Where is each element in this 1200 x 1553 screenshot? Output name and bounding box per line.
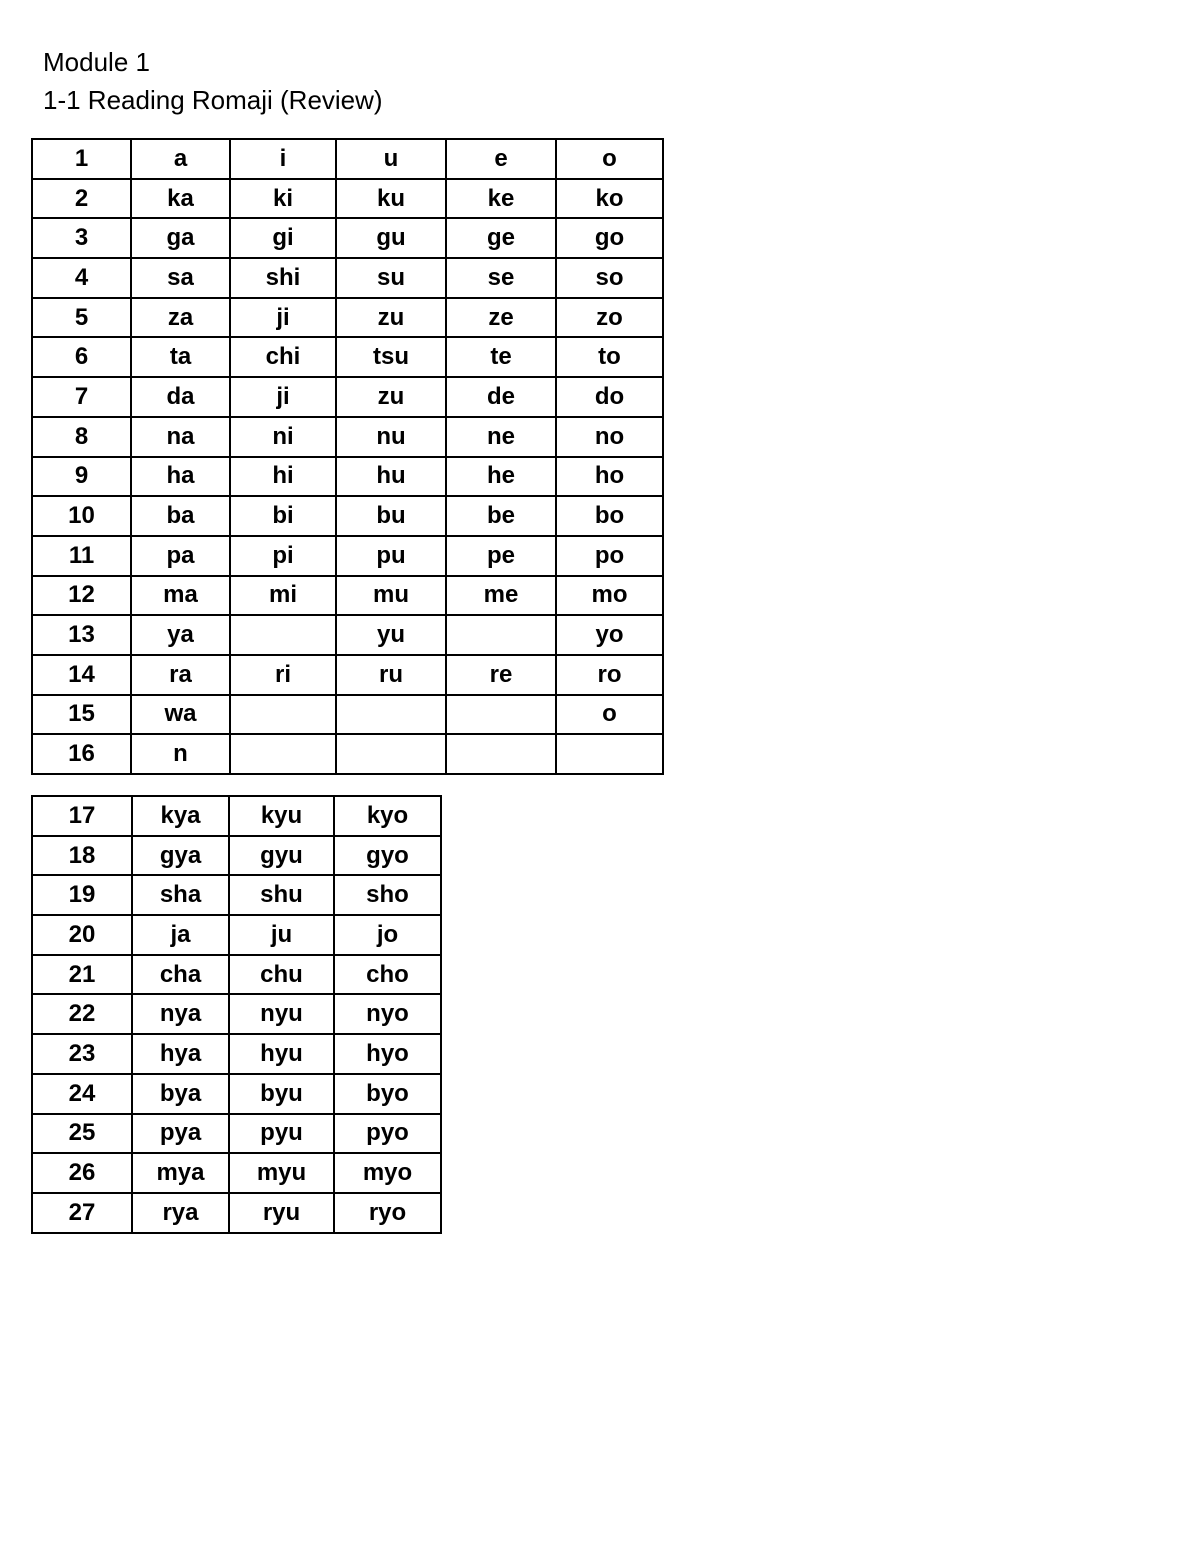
table-cell: na	[131, 417, 230, 457]
table-cell: zu	[336, 298, 446, 338]
table-row	[32, 915, 441, 955]
table-row	[32, 875, 441, 915]
table-cell	[556, 734, 663, 774]
table-cell: ja	[132, 915, 229, 955]
table-cell: mya	[132, 1153, 229, 1193]
table-row	[32, 615, 663, 655]
table-cell: be	[446, 496, 556, 536]
row-number: 22	[32, 994, 132, 1034]
table-cell: ri	[230, 655, 336, 695]
table-cell: hya	[132, 1034, 229, 1074]
table-cell: myo	[334, 1153, 441, 1193]
table-cell: chi	[230, 337, 336, 377]
table-cell: sho	[334, 875, 441, 915]
table-row	[32, 1074, 441, 1114]
table-cell: myu	[229, 1153, 334, 1193]
table-cell: ze	[446, 298, 556, 338]
table-row	[32, 298, 663, 338]
table-cell: ro	[556, 655, 663, 695]
row-number: 17	[32, 796, 132, 836]
section-title: 1-1 Reading Romaji (Review)	[43, 85, 383, 115]
table-cell: da	[131, 377, 230, 417]
row-number: 19	[32, 875, 132, 915]
table-cell: ke	[446, 179, 556, 219]
table-cell: pu	[336, 536, 446, 576]
table-cell: byo	[334, 1074, 441, 1114]
table-row	[32, 536, 663, 576]
table-cell	[230, 734, 336, 774]
table-row	[32, 1114, 441, 1154]
table-cell	[446, 615, 556, 655]
table-cell	[336, 734, 446, 774]
table-cell: wa	[131, 695, 230, 735]
table-cell: ki	[230, 179, 336, 219]
table-cell: zo	[556, 298, 663, 338]
table-cell: to	[556, 337, 663, 377]
table-cell: ba	[131, 496, 230, 536]
table-cell: re	[446, 655, 556, 695]
row-number: 18	[32, 836, 132, 876]
row-number: 24	[32, 1074, 132, 1114]
table-row	[32, 377, 663, 417]
table-cell: ra	[131, 655, 230, 695]
table-cell	[336, 695, 446, 735]
table-cell: yo	[556, 615, 663, 655]
table-cell: ji	[230, 298, 336, 338]
row-number: 25	[32, 1114, 132, 1154]
table-row	[32, 337, 663, 377]
row-number: 16	[32, 734, 131, 774]
table-cell: gyo	[334, 836, 441, 876]
table-cell: tsu	[336, 337, 446, 377]
table-cell	[230, 615, 336, 655]
table-cell: shu	[229, 875, 334, 915]
table-cell: sha	[132, 875, 229, 915]
table-row	[32, 1193, 441, 1233]
table-cell: pi	[230, 536, 336, 576]
table-cell: go	[556, 218, 663, 258]
row-number: 1	[32, 139, 131, 179]
row-number: 21	[32, 955, 132, 995]
table-cell: po	[556, 536, 663, 576]
table-cell: nu	[336, 417, 446, 457]
table-cell: shi	[230, 258, 336, 298]
table-cell: pya	[132, 1114, 229, 1154]
table-cell: gya	[132, 836, 229, 876]
table-cell: pyo	[334, 1114, 441, 1154]
table-cell: hu	[336, 457, 446, 497]
row-number: 12	[32, 576, 131, 616]
table-cell: ma	[131, 576, 230, 616]
table-cell: hyo	[334, 1034, 441, 1074]
table-cell: bi	[230, 496, 336, 536]
row-number: 23	[32, 1034, 132, 1074]
table-cell: u	[336, 139, 446, 179]
table-cell: gu	[336, 218, 446, 258]
row-number: 11	[32, 536, 131, 576]
row-number: 7	[32, 377, 131, 417]
table-row	[32, 655, 663, 695]
table-row	[32, 1153, 441, 1193]
romaji-table-yoon	[31, 795, 442, 1234]
table-cell: kyo	[334, 796, 441, 836]
table-cell: no	[556, 417, 663, 457]
table-cell: bu	[336, 496, 446, 536]
table-cell: ne	[446, 417, 556, 457]
table-row	[32, 496, 663, 536]
table-cell: bya	[132, 1074, 229, 1114]
table-row	[32, 179, 663, 219]
table-cell: ju	[229, 915, 334, 955]
table-cell: ka	[131, 179, 230, 219]
row-number: 20	[32, 915, 132, 955]
table-cell	[446, 695, 556, 735]
table-cell: ha	[131, 457, 230, 497]
table-row	[32, 994, 441, 1034]
table-cell: de	[446, 377, 556, 417]
row-number: 26	[32, 1153, 132, 1193]
table-cell: te	[446, 337, 556, 377]
table-cell: byu	[229, 1074, 334, 1114]
row-number: 13	[32, 615, 131, 655]
table-cell: ku	[336, 179, 446, 219]
table-cell: sa	[131, 258, 230, 298]
table-cell: rya	[132, 1193, 229, 1233]
table-cell: yu	[336, 615, 446, 655]
table-cell	[230, 695, 336, 735]
table-cell: cha	[132, 955, 229, 995]
table-cell: pe	[446, 536, 556, 576]
table-cell: ge	[446, 218, 556, 258]
row-number: 10	[32, 496, 131, 536]
table-cell: mu	[336, 576, 446, 616]
table-cell: ga	[131, 218, 230, 258]
table-cell: o	[556, 139, 663, 179]
table-row	[32, 796, 441, 836]
table-cell: cho	[334, 955, 441, 995]
table-cell: so	[556, 258, 663, 298]
table-row	[32, 139, 663, 179]
table-row	[32, 218, 663, 258]
table-cell: su	[336, 258, 446, 298]
table-cell: n	[131, 734, 230, 774]
row-number: 27	[32, 1193, 132, 1233]
module-title: Module 1	[43, 47, 150, 77]
table-row	[32, 258, 663, 298]
table-cell: nya	[132, 994, 229, 1034]
table-row	[32, 955, 441, 995]
table-cell: ryu	[229, 1193, 334, 1233]
table-row	[32, 695, 663, 735]
row-number: 15	[32, 695, 131, 735]
row-number: 9	[32, 457, 131, 497]
table-cell: o	[556, 695, 663, 735]
row-number: 8	[32, 417, 131, 457]
romaji-table-main	[31, 138, 664, 775]
table-cell: do	[556, 377, 663, 417]
row-number: 4	[32, 258, 131, 298]
table-cell: ru	[336, 655, 446, 695]
table-cell: pyu	[229, 1114, 334, 1154]
table-row	[32, 734, 663, 774]
table-cell: gyu	[229, 836, 334, 876]
table-cell: nyu	[229, 994, 334, 1034]
table-row	[32, 457, 663, 497]
table-cell: a	[131, 139, 230, 179]
table-cell: se	[446, 258, 556, 298]
table-cell: ya	[131, 615, 230, 655]
table-cell: chu	[229, 955, 334, 995]
table-cell: ko	[556, 179, 663, 219]
table-cell: nyo	[334, 994, 441, 1034]
table-row	[32, 836, 441, 876]
table-cell: zu	[336, 377, 446, 417]
table-cell: kyu	[229, 796, 334, 836]
row-number: 2	[32, 179, 131, 219]
table-row	[32, 1034, 441, 1074]
row-number: 6	[32, 337, 131, 377]
table-cell: he	[446, 457, 556, 497]
table-cell: hyu	[229, 1034, 334, 1074]
table-cell: i	[230, 139, 336, 179]
table-cell: kya	[132, 796, 229, 836]
table-cell	[446, 734, 556, 774]
table-cell: ji	[230, 377, 336, 417]
table-cell: e	[446, 139, 556, 179]
table-cell: ryo	[334, 1193, 441, 1233]
table-cell: ho	[556, 457, 663, 497]
table-cell: bo	[556, 496, 663, 536]
table-cell: mi	[230, 576, 336, 616]
table-cell: gi	[230, 218, 336, 258]
table-cell: jo	[334, 915, 441, 955]
row-number: 5	[32, 298, 131, 338]
table-cell: ni	[230, 417, 336, 457]
table-row	[32, 576, 663, 616]
table-row	[32, 417, 663, 457]
table-cell: za	[131, 298, 230, 338]
row-number: 14	[32, 655, 131, 695]
table-cell: pa	[131, 536, 230, 576]
table-cell: hi	[230, 457, 336, 497]
table-cell: mo	[556, 576, 663, 616]
table-cell: ta	[131, 337, 230, 377]
row-number: 3	[32, 218, 131, 258]
table-cell: me	[446, 576, 556, 616]
